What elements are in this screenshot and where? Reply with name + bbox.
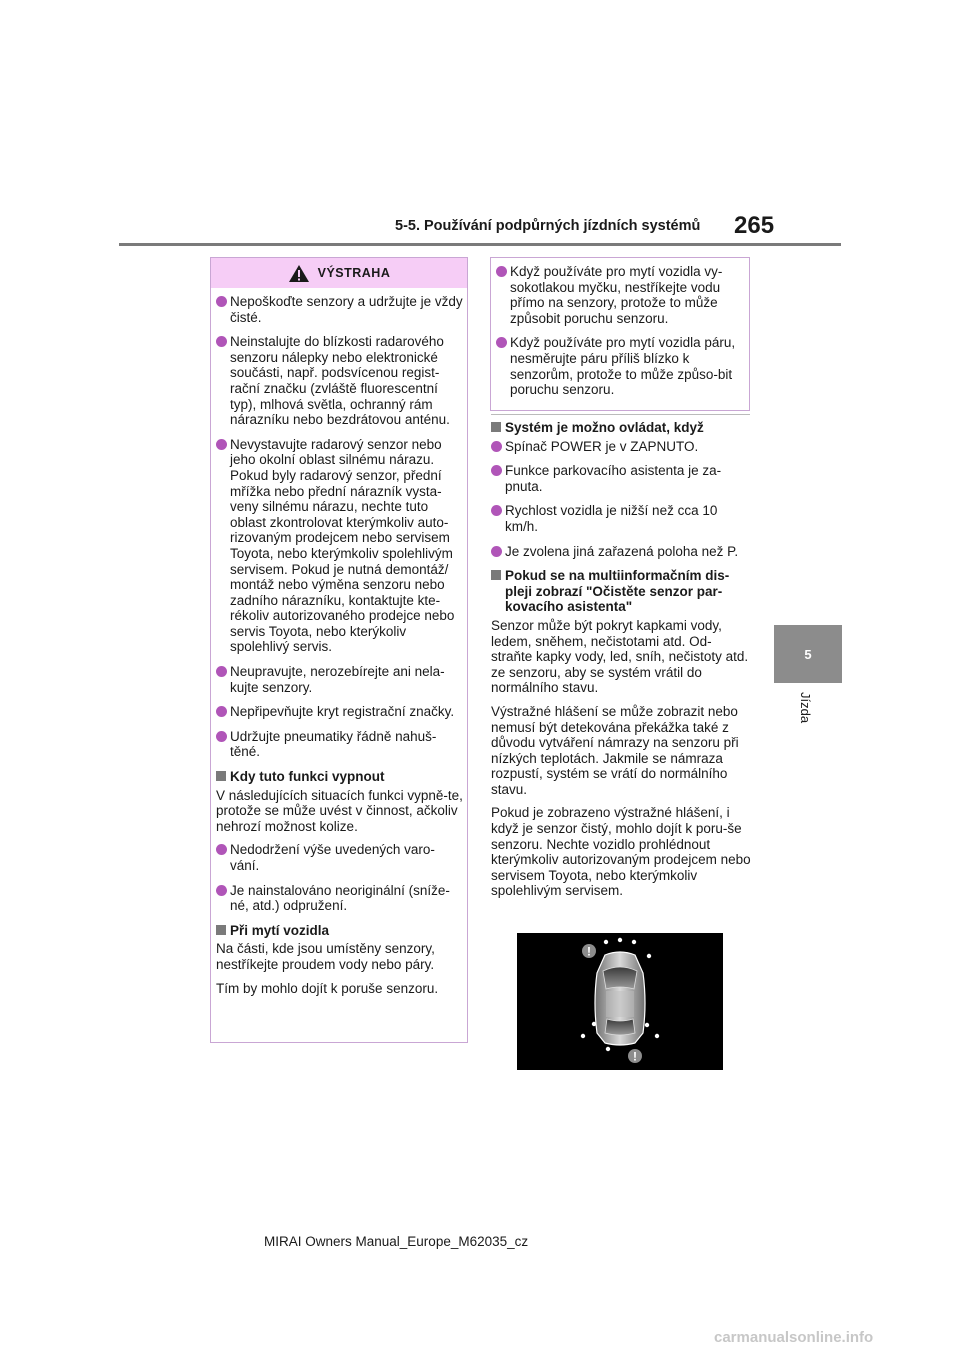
bullet-dot-icon xyxy=(491,441,502,452)
page-number: 265 xyxy=(734,212,775,239)
warning-bullet: Neupravujte, nerozebírejte ani nela-kujte senzory. xyxy=(216,664,463,695)
warning-triangle-icon xyxy=(288,264,310,283)
chapter-number: 5 xyxy=(804,646,812,662)
list-item: Je zvolena jiná zařazená poloha než P. xyxy=(491,544,751,560)
warning-bullet: Neinstalujte do blízkosti radarového senzoru nálepky nebo elektronické součásti, např. podsvícenou regist-rační značku (zvláště fluorescentní typ), mlhová světla, ochranný rám nárazníku nebo bezdrátovou anténu. xyxy=(216,334,463,428)
section-heading: Systém je možno ovládat, když xyxy=(491,420,751,436)
list-item: Spínač POWER je v ZAPNUTO. xyxy=(491,439,751,455)
header-rule xyxy=(119,243,841,246)
warning-bullet: Když používáte pro mytí vozidla vy-sokotlakou myčku, nestříkejte vodu přímo na senzory, protože to může způsobit poruchu senzoru. xyxy=(496,264,745,326)
paragraph: Senzor může být pokryt kapkami vody, ledem, sněhem, nečistotami atd. Od-straňte kapky vody, led, sníh, nečistoty atd. ze senzoru, aby se systém vrátil do normálního stavu. xyxy=(491,617,749,696)
warning-bullet: Nepřipevňujte kryt registrační značky. xyxy=(216,704,463,720)
warning-bullet: Když používáte pro mytí vozidla páru, nesměrujte páru příliš blízko k senzorům, protože to může způso-bit poruchu senzoru. xyxy=(496,335,745,397)
warning-body xyxy=(211,288,467,996)
square-bullet-icon xyxy=(216,925,226,935)
warning-exclamation-icon xyxy=(582,944,596,959)
warning-title: VÝSTRAHA xyxy=(317,266,391,280)
bullet-dot-icon xyxy=(216,885,227,896)
section-heading: Při mytí vozidla xyxy=(216,923,463,939)
watermark: carmanualsonline.info xyxy=(714,1329,874,1346)
parking-sensor-illustration xyxy=(517,933,723,1070)
list-item: Funkce parkovacího asistenta je za-pnuta. xyxy=(491,463,751,494)
warning-bullet: Je nainstalováno neoriginální (sníže-né, atd.) odpružení. xyxy=(216,883,463,914)
bullet-dot-icon xyxy=(216,844,227,855)
warning-bullet: Nedodržení výše uvedených varo-vání. xyxy=(216,842,463,873)
chapter-label: Jízda xyxy=(798,692,813,724)
section-heading: Pokud se na multiinformačním dis-pleji zobrazí "Očistěte senzor par-kovacího asistenta" xyxy=(491,568,751,615)
bullet-dot-icon xyxy=(491,505,502,516)
bullet-dot-icon xyxy=(491,546,502,557)
section-text: V následujících situacích funkci vypně-te, protože se může uvést v činnost, ačkoliv nehrozí možnost kolize. xyxy=(216,787,463,834)
bullet-dot-icon xyxy=(216,439,227,450)
right-column xyxy=(491,420,751,907)
square-bullet-icon xyxy=(491,422,501,432)
list-item: Rychlost vozidla je nižší než cca 10 km/h. xyxy=(491,503,751,534)
svg-text:!: ! xyxy=(633,1049,637,1064)
paragraph: Pokud je zobrazeno výstražné hlášení, i když je senzor čistý, mohlo dojít k poru-še senzoru. Nechte vozidlo prohlédnout kterýmkoliv autorizovaným prodejcem nebo servisem Toyota, nebo kterýmkoliv spolehlivým servisem. xyxy=(491,805,751,899)
bullet-dot-icon xyxy=(216,731,227,742)
section-text: Na části, kde jsou umístěny senzory, nestříkejte proudem vody nebo páry. xyxy=(216,941,435,972)
section-text: Tím by mohlo dojít k poruše senzoru. xyxy=(216,980,439,996)
bullet-dot-icon xyxy=(491,465,502,476)
square-bullet-icon xyxy=(216,771,226,781)
bullet-dot-icon xyxy=(216,336,227,347)
warning-exclamation-icon xyxy=(628,1049,642,1064)
svg-text:!: ! xyxy=(587,944,591,959)
bullet-dot-icon xyxy=(496,266,507,277)
bullet-dot-icon xyxy=(216,706,227,717)
square-bullet-icon xyxy=(491,570,501,580)
car-top-view-icon xyxy=(595,952,645,1045)
bullet-dot-icon xyxy=(216,666,227,677)
paragraph: Výstražné hlášení se může zobrazit nebo nemusí být detekována překážka také z důvodu vytváření námrazy na senzoru při nízkých teplotách. Jakmile se námraza rozpustí, systém se vrátí do normálního stavu. xyxy=(491,703,739,797)
section-divider xyxy=(491,414,750,415)
warning-bullet: Nevystavujte radarový senzor nebo jeho okolní oblast silnému nárazu. Pokud byly radarový senzor, přední mřížka nebo přední nárazník vysta-veny silnému nárazu, nechte tuto oblast zkontrolovat kterýmkoliv auto-rizovaným prodejcem nebo servisem Toyota, nebo kterýmkoliv spolehlivým servisem. Pokud je nutná demontáž/ montáž nebo výměna senzoru nebo zadního nárazníku, kontaktujte kte-rékoliv autorizovaného prodejce nebo servis Toyota, nebo kterýkoliv spolehlivý servis. xyxy=(216,437,463,655)
bullet-dot-icon xyxy=(496,337,507,348)
section-heading: Kdy tuto funkci vypnout xyxy=(216,769,463,785)
chapter-tab[interactable] xyxy=(774,625,842,683)
warning-box-continued xyxy=(490,257,750,411)
warning-bullet: Nepoškoďte senzory a udržujte je vždy čisté. xyxy=(216,294,463,325)
warning-box xyxy=(210,257,468,1043)
warning-header xyxy=(211,258,467,288)
parking-sensor-display-figure xyxy=(517,933,723,1070)
footer-text: MIRAI Owners Manual_Europe_M62035_cz xyxy=(264,1234,529,1249)
bullet-dot-icon xyxy=(216,296,227,307)
warning-bullet: Udržujte pneumatiky řádně nahuš-těné. xyxy=(216,729,463,760)
page-header-title: 5-5. Používání podpůrných jízdních systémů xyxy=(395,218,701,234)
